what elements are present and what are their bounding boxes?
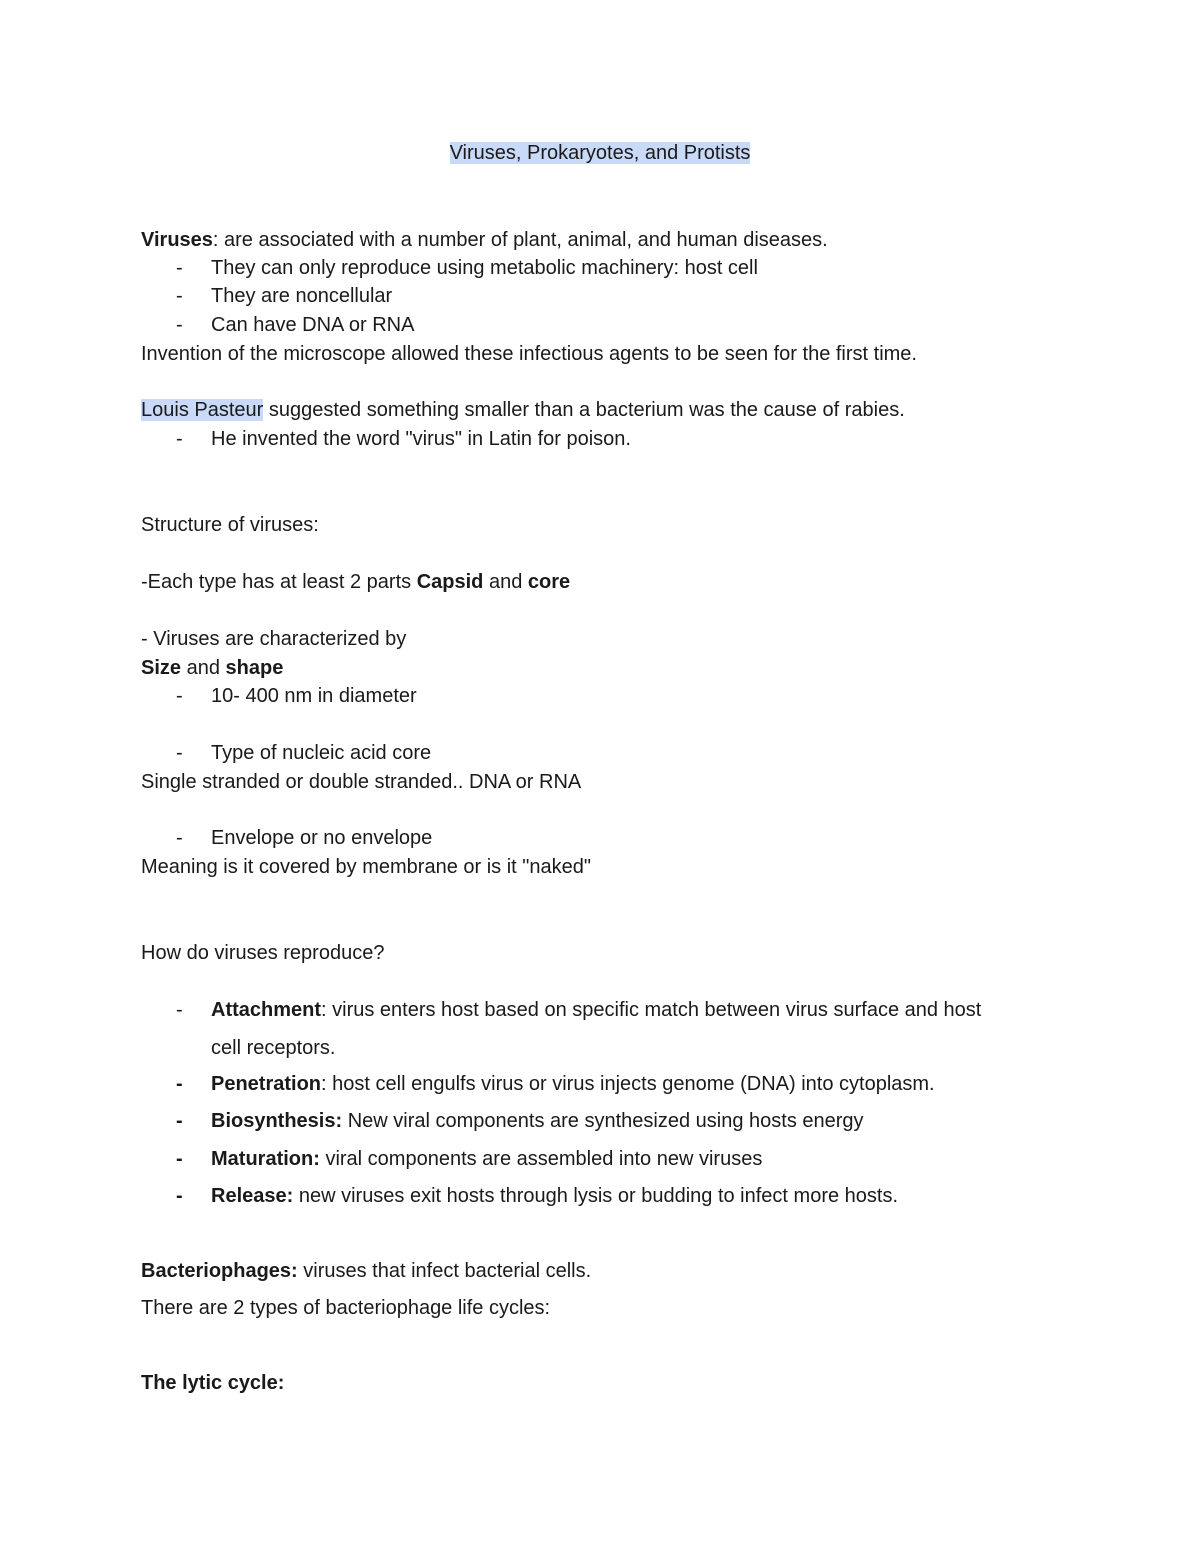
bacteriophage-types: There are 2 types of bacteriophage life cycles:: [141, 1297, 551, 1319]
bacteriophages-text: viruses that infect bacterial cells.: [297, 1260, 592, 1282]
list-item: Envelope or no envelope: [211, 827, 433, 849]
step-term: Attachment: [211, 999, 322, 1021]
parts-prefix: -Each type has at least 2 parts: [141, 571, 417, 593]
pasteur-paragraph: [141, 398, 905, 422]
pasteur-text: suggested something smaller than a bacterium was the cause of rabies.: [263, 399, 905, 421]
characterized-text: - Viruses are characterized by: [141, 628, 407, 650]
step-term: Release:: [211, 1185, 294, 1207]
reproduce-heading: How do viruses reproduce?: [141, 942, 385, 964]
step-release: [211, 1184, 898, 1208]
bullet-dash: -: [176, 1148, 183, 1170]
step-term: Penetration: [211, 1073, 322, 1095]
bullet-dash: -: [176, 1185, 183, 1207]
invention-text: Invention of the microscope allowed these infectious agents to be seen for the first time.: [141, 343, 917, 365]
bacteriophages-term: Bacteriophages:: [141, 1260, 298, 1282]
step-biosynthesis: [211, 1109, 864, 1133]
step-text: : host cell engulfs virus or virus injects genome (DNA) into cytoplasm.: [321, 1073, 935, 1095]
pasteur-name: Louis Pasteur: [141, 399, 264, 421]
step-maturation: [211, 1147, 762, 1171]
list-item: They are noncellular: [211, 285, 393, 307]
step-text: New viral components are synthesized using hosts energy: [342, 1110, 864, 1132]
step-text: viral components are assembled into new viruses: [319, 1148, 763, 1170]
parts-and: and: [483, 571, 528, 593]
step-attachment: [211, 998, 981, 1022]
list-item: He invented the word "virus" in Latin for poison.: [211, 428, 631, 450]
bullet-dash: -: [176, 285, 183, 307]
bullet-dash: -: [176, 1073, 183, 1095]
size-term: Size: [141, 657, 182, 679]
bullet-dash: -: [176, 1110, 183, 1132]
core-term: core: [527, 571, 571, 593]
bullet-dash: -: [176, 999, 183, 1021]
stranded-text: Single stranded or double stranded.. DNA or RNA: [141, 771, 582, 793]
step-text: new viruses exit hosts through lysis or budding to infect more hosts.: [293, 1185, 899, 1207]
step-text: : virus enters host based on specific match between virus surface and host: [321, 999, 982, 1021]
step-term: Maturation:: [211, 1148, 320, 1170]
meaning-text: Meaning is it covered by membrane or is it "naked": [141, 856, 591, 878]
size-and: and: [181, 657, 226, 679]
size-shape: [141, 656, 283, 680]
step-attachment-cont: cell receptors.: [211, 1037, 336, 1059]
viruses-definition-text: : are associated with a number of plant, animal, and human diseases.: [212, 229, 828, 251]
capsid-term: Capsid: [416, 571, 484, 593]
list-item: Type of nucleic acid core: [211, 742, 432, 764]
lytic-cycle-heading: The lytic cycle:: [141, 1372, 285, 1394]
document-title: [0, 141, 1200, 165]
structure-parts: [141, 570, 570, 594]
step-penetration: [211, 1072, 935, 1096]
step-term: Biosynthesis:: [211, 1110, 343, 1132]
bullet-dash: -: [176, 314, 183, 336]
bullet-dash: -: [176, 742, 183, 764]
list-item: Can have DNA or RNA: [211, 314, 415, 336]
bacteriophages-definition: [141, 1259, 591, 1283]
bullet-dash: -: [176, 428, 183, 450]
viruses-term: Viruses: [141, 229, 213, 251]
bullet-dash: -: [176, 257, 183, 279]
shape-term: shape: [225, 657, 284, 679]
list-item: They can only reproduce using metabolic machinery: host cell: [211, 257, 758, 279]
viruses-definition: [141, 228, 828, 252]
bullet-dash: -: [176, 827, 183, 849]
structure-heading: Structure of viruses:: [141, 514, 319, 536]
bullet-dash: -: [176, 685, 183, 707]
list-item: 10- 400 nm in diameter: [211, 685, 417, 707]
title-highlight: Viruses, Prokaryotes, and Protists: [449, 142, 751, 164]
